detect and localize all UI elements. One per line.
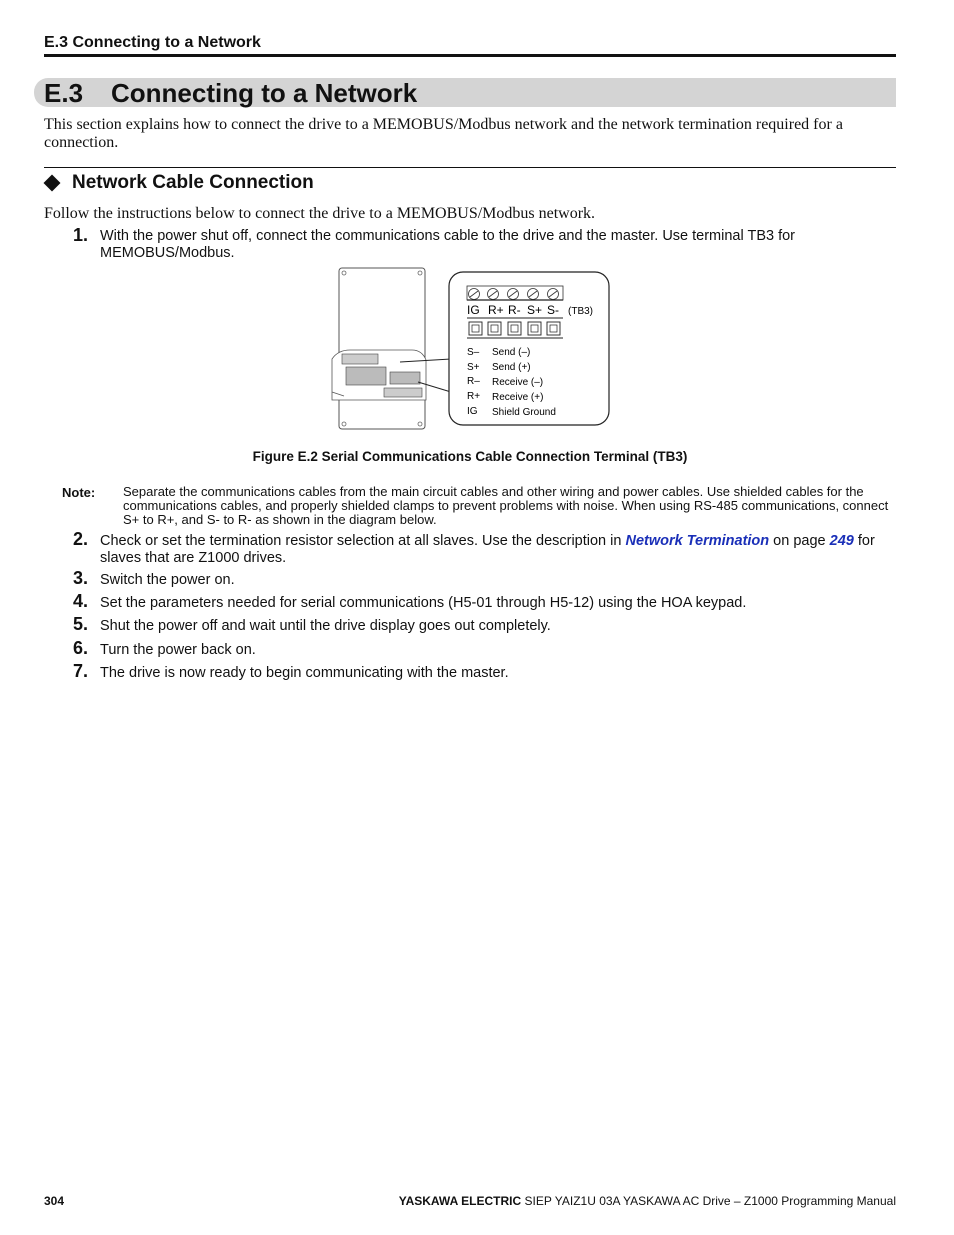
subsection-rule	[44, 167, 896, 168]
terminal-strip	[342, 354, 378, 364]
terminal-label: IG	[467, 303, 480, 317]
legend-code: R–	[467, 376, 480, 387]
step-text: Set the parameters needed for serial communications (H5-01 through H5-12) using the HOA keypad.	[100, 595, 747, 611]
diamond-bullet-icon	[44, 175, 61, 192]
legend-code: IG	[467, 406, 478, 417]
step-text: Switch the power on.	[100, 572, 235, 588]
step-number: 7.	[72, 661, 88, 681]
terminal-strip	[346, 367, 386, 385]
footer-doc-title: SIEP YAIZ1U 03A YASKAWA AC Drive – Z1000 Programming Manual	[521, 1194, 896, 1208]
subsection-title: Network Cable Connection	[72, 172, 314, 193]
figure-caption: Figure E.2 Serial Communications Cable Connection Terminal (TB3)	[252, 449, 688, 464]
subsection-heading	[44, 172, 314, 194]
step-text: With the power shut off, connect the communications cable to the drive and the master. Use terminal TB3 for MEMOBUS/Modbus.	[100, 228, 796, 261]
tb3-wiring-figure	[330, 264, 612, 432]
note-label: Note:	[62, 485, 96, 500]
legend-desc: Receive (–)	[492, 377, 544, 388]
section-number: E.3	[44, 78, 84, 108]
running-header: E.3 Connecting to a Network	[44, 34, 261, 51]
terminal-strip	[384, 388, 422, 397]
drive-outline	[339, 268, 425, 429]
step-text: The drive is now ready to begin communicating with the master.	[100, 665, 509, 681]
step-number: 5.	[72, 614, 88, 634]
terminal-label: R-	[508, 303, 521, 317]
footer-brand: YASKAWA ELECTRIC	[398, 1194, 522, 1208]
network-termination-link[interactable]: Network Termination	[625, 533, 770, 549]
step-text: Check or set the termination resistor selection at all slaves. Use the description in Network Termination on page 249 for slaves that are Z1000 drives.	[100, 533, 875, 566]
step-text: Shut the power off and wait until the drive display goes out completely.	[100, 618, 551, 634]
legend-desc: Shield Ground	[492, 407, 556, 418]
step-number: 2.	[72, 529, 88, 549]
page-249-link[interactable]: 249	[829, 533, 854, 549]
legend-code: R+	[467, 391, 481, 402]
step-number: 1.	[72, 225, 88, 245]
header-rule	[44, 54, 896, 57]
legend-desc: Send (+)	[492, 362, 531, 373]
legend-desc: Send (–)	[492, 347, 531, 358]
terminal-label: S-	[547, 303, 559, 317]
legend-code: S+	[467, 362, 480, 373]
intro-paragraph: This section explains how to connect the drive to a MEMOBUS/Modbus network and the network termination required for a connection.	[44, 116, 843, 151]
section-title	[44, 78, 417, 108]
follow-paragraph: Follow the instructions below to connect the drive to a MEMOBUS/Modbus network.	[44, 205, 596, 222]
section-title-text: Connecting to a Network	[111, 78, 418, 108]
legend-desc: Receive (+)	[492, 392, 544, 403]
terminal-label: R+	[488, 303, 504, 317]
terminal-strip	[390, 372, 420, 384]
terminal-label: S+	[527, 303, 543, 317]
page-number: 304	[44, 1194, 65, 1208]
footer-doc	[399, 1194, 896, 1208]
tb3-label: (TB3)	[568, 306, 593, 317]
step-number: 6.	[72, 638, 88, 658]
step-number: 4.	[72, 591, 88, 611]
note-text: Separate the communications cables from the main circuit cables and other wiring and power cables. Use shielded cables for the communications cables, and properly shielded clamps to prevent problems with noise. When using RS-485 communications, connect S+ to R+, and S- to R- as shown in the diagram below.	[123, 484, 889, 527]
step-number: 3.	[72, 568, 88, 588]
step-text: Turn the power back on.	[100, 642, 256, 658]
legend-code: S–	[467, 347, 480, 358]
